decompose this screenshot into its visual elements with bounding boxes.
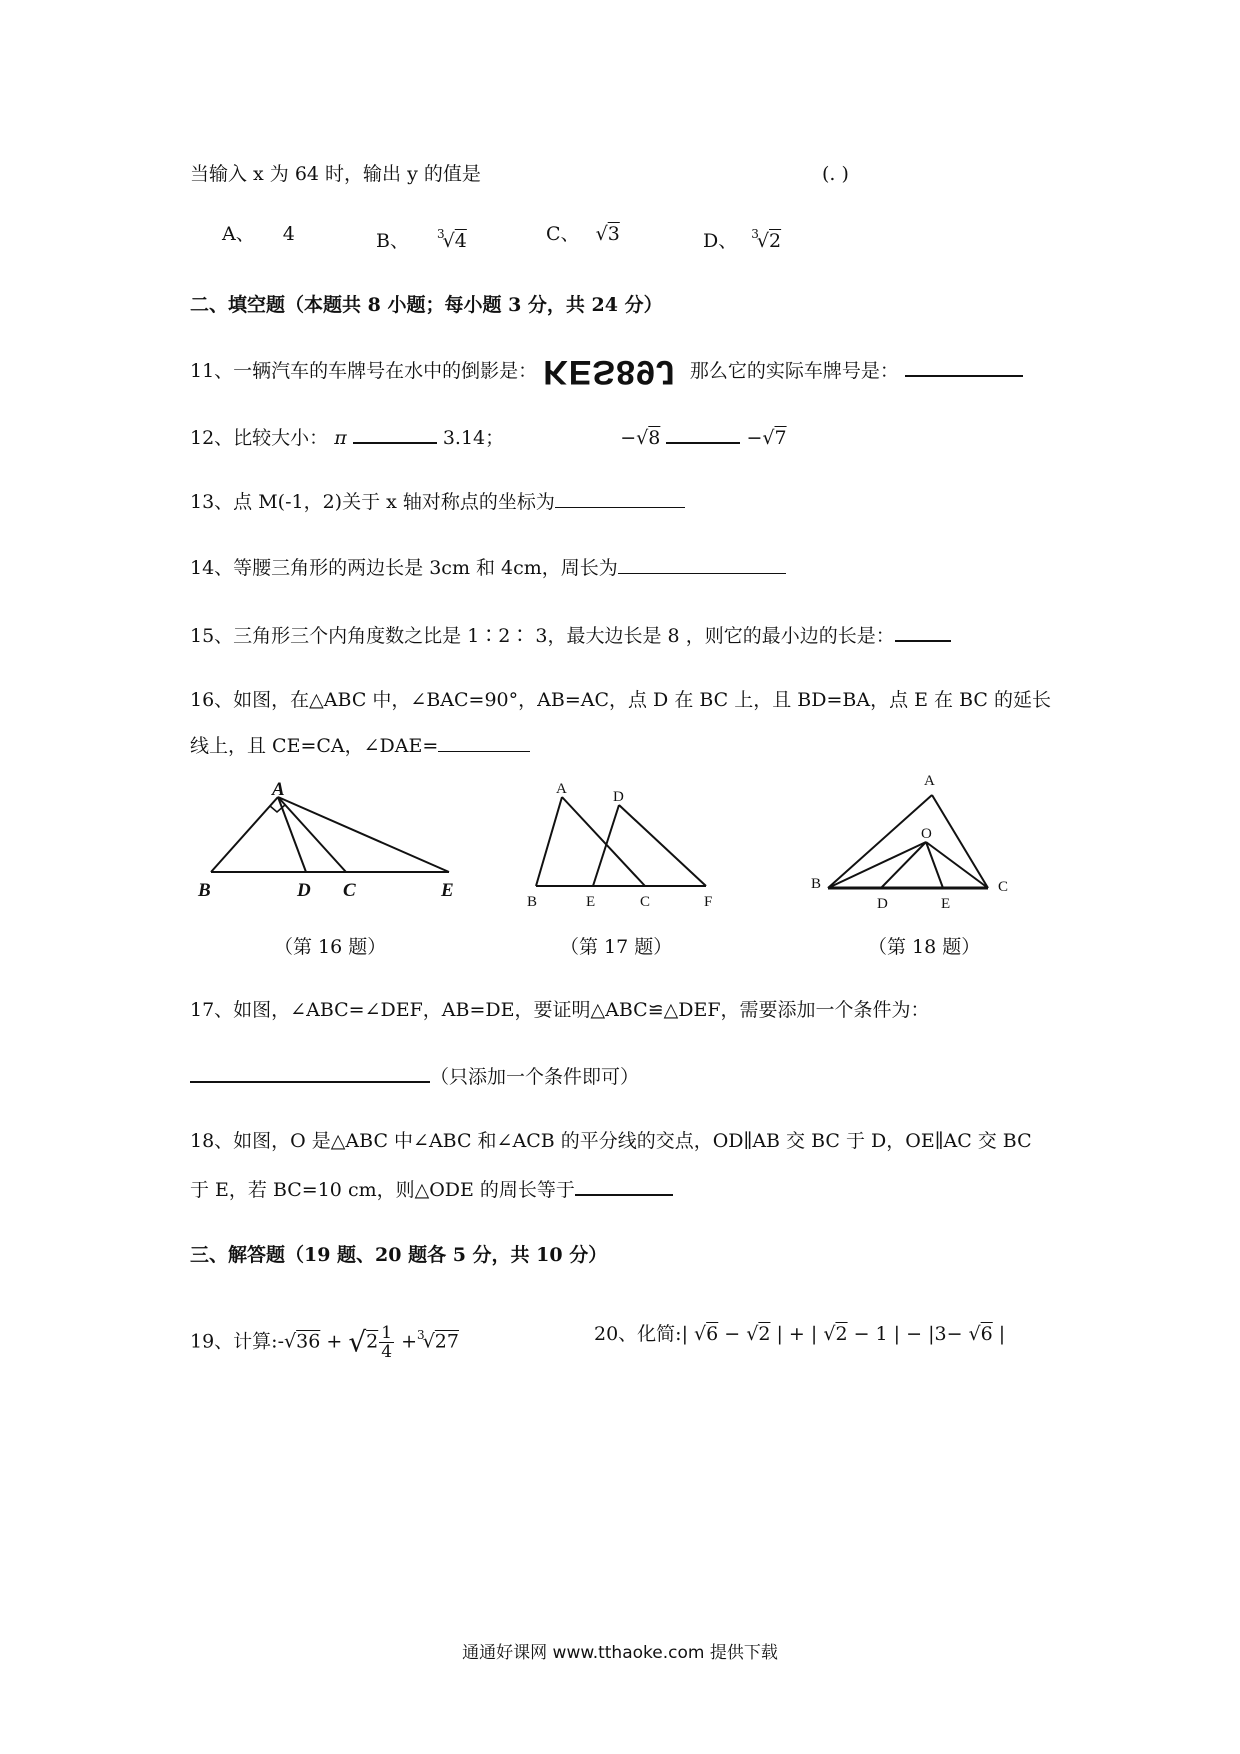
q19-radicand-1: 36 [296, 1330, 321, 1353]
q10-stem-text: 当输入 x 为 64 时，输出 y 的值是 [190, 163, 481, 185]
q12: 12、比较大小： π 3.14； −√8 −√7 [190, 424, 787, 450]
q20-radicand-c: 2 [835, 1323, 848, 1345]
q12-blank-2[interactable] [666, 424, 740, 444]
option-d-radicand: 2 [769, 230, 782, 252]
q13-text: 13、点 M(-1，2)关于 x 轴对称点的坐标为 [190, 491, 555, 513]
fig17-line-AC [562, 797, 645, 886]
q12-minus-right: − [746, 427, 763, 449]
q20-three: 3 [934, 1323, 947, 1345]
option-a-value: 4 [282, 223, 295, 245]
fig17-line-BA [536, 797, 562, 886]
q17-line1: 17、如图，∠ABC=∠DEF，AB=DE，要证明△ABC≌△DEF，需要添加一个条件为： [190, 999, 930, 1021]
fig17-label-E: E [586, 894, 596, 910]
q12-right-radicand: 7 [774, 427, 787, 449]
section2-heading: 二、填空题（本题共 8 小题；每小题 3 分，共 24 分） [190, 294, 663, 316]
fig16-label-C: C [343, 880, 356, 901]
q10-option-d [703, 222, 781, 253]
q16-line2-text: 线上，且 CE=CA，∠DAE= [190, 735, 439, 757]
q12-pi: π [334, 427, 347, 449]
q12-minus-left: − [620, 427, 637, 449]
fig18-label-A: A [924, 773, 935, 789]
option-b-radical: $^3$√4 [437, 227, 467, 252]
figure-16 [211, 797, 449, 872]
fig18-label-B: B [811, 876, 822, 892]
q20: 20、化简:| √6 − √2 | + | √2 − 1 | − |3− √6 | [594, 1323, 1006, 1345]
q19: 19、计算:-√36 + √2 $\frac{1}{4}$ +$^3$√27 [190, 1323, 459, 1362]
fig16-caption: （第 16 题） [274, 936, 387, 958]
option-c-label: C、 [546, 223, 580, 245]
q12-prefix: 12、比较大小： [190, 427, 329, 449]
option-c-radicand: 3 [607, 223, 620, 245]
q19-cube-index: 3 [417, 1327, 425, 1342]
option-b-label: B、 [376, 230, 409, 252]
option-d-index: 3 [751, 227, 759, 241]
q19-denominator: 4 [381, 1342, 393, 1362]
option-b-index: 3 [437, 227, 445, 241]
figures-svg [0, 760, 1240, 960]
q20-one: 1 [875, 1323, 888, 1345]
q13 [190, 489, 685, 514]
q19-numerator: 1 [381, 1323, 393, 1343]
q11-prefix: 11、一辆汽车的车牌号在水中的倒影是： [190, 360, 538, 382]
fig16-line-AE [278, 797, 449, 872]
q14-text: 14、等腰三角形的两边长是 3cm 和 4cm，周长为 [190, 557, 618, 579]
q10-option-b [376, 222, 467, 253]
q12-blank-1[interactable] [353, 424, 437, 444]
q16-answer-blank[interactable] [438, 733, 530, 752]
q18-line1: 18、如图，O 是△ABC 中∠ABC 和∠ACB 的平分线的交点，OD∥AB 交 BC 于 D，OE∥AC 交 BC [190, 1130, 1032, 1152]
option-d-label: D、 [703, 230, 738, 252]
q14-answer-blank[interactable] [618, 555, 786, 574]
fig16-line-BA [211, 797, 278, 872]
q18-answer-blank[interactable] [575, 1176, 673, 1196]
fig16-label-A: A [272, 779, 285, 800]
fig18-label-O: O [921, 826, 932, 842]
figure-17 [536, 797, 706, 886]
q15 [190, 622, 951, 648]
fig17-line-ED [593, 805, 619, 886]
q19-radicand-3: 27 [434, 1330, 459, 1353]
fig18-label-D: D [877, 896, 888, 912]
q20-radicand-b: 2 [758, 1323, 771, 1345]
q11-suffix: 那么它的实际车牌号是： [689, 360, 899, 382]
q11-answer-blank[interactable] [905, 357, 1023, 377]
q20-radicand-d: 6 [980, 1323, 993, 1345]
fig16-label-E: E [441, 880, 454, 901]
fig18-label-C: C [998, 879, 1009, 895]
q11-reflected-plate: KES89J [543, 353, 676, 391]
fig18-line-BA [828, 795, 932, 888]
q19-fraction [379, 1324, 394, 1361]
fig16-label-B: B [198, 880, 211, 901]
q10-stem [190, 162, 481, 186]
q13-answer-blank[interactable] [555, 489, 685, 508]
q16-line2 [190, 733, 530, 758]
q11 [190, 353, 1023, 391]
q12-mid: 3.14； [442, 427, 505, 449]
fig18-line-OD [881, 842, 926, 888]
q15-text: 15、三角形三个内角度数之比是 1∶2∶ 3，最大边长是 8 ，则它的最小边的长是： [190, 625, 895, 647]
q19-radicand-2 [366, 1322, 395, 1361]
q20-prefix: 20、化简: [594, 1323, 682, 1345]
option-b-radicand: 4 [454, 230, 467, 252]
option-d-radical: $^3$√2 [751, 227, 782, 252]
q14 [190, 555, 786, 580]
q16-line1: 16、如图，在△ABC 中，∠BAC=90°，AB=AC，点 D 在 BC 上，且 BD=BA，点 E 在 BC 的延长 [190, 689, 1051, 711]
q19-whole: 2 [366, 1330, 379, 1353]
q20-radicand-a: 6 [706, 1323, 719, 1345]
figure-18 [828, 795, 988, 888]
q18-line2-text: 于 E，若 BC=10 cm，则△ODE 的周长等于 [190, 1179, 575, 1201]
fig17-line-DF [619, 805, 706, 886]
fig18-line-AC [932, 795, 988, 888]
q19-prefix: 19、计算: [190, 1330, 278, 1353]
q10-answer-paren: (. ) [822, 163, 849, 185]
q15-answer-blank[interactable] [895, 622, 951, 642]
footer-credit: 通通好课网 www.tthaoke.com 提供下载 [462, 1643, 778, 1663]
q12-left-radicand: 8 [648, 427, 661, 449]
fig17-label-A: A [556, 781, 567, 797]
q10-option-a [222, 222, 295, 246]
fig16-line-AC [278, 797, 346, 872]
q17-answer-blank[interactable] [190, 1063, 430, 1083]
fig18-caption: （第 18 题） [868, 936, 981, 958]
option-c-radical: √3 [595, 223, 620, 245]
q18-line2 [190, 1176, 673, 1202]
fig18-label-E: E [941, 896, 951, 912]
q17-suffix: （只添加一个条件即可） [430, 1066, 640, 1088]
q17-line2 [190, 1063, 639, 1089]
option-a-label: A、 [222, 223, 255, 245]
fig18-line-BO [828, 842, 926, 888]
fig17-label-C: C [640, 894, 651, 910]
fig16-label-D: D [297, 880, 311, 901]
fig17-caption: （第 17 题） [560, 936, 673, 958]
fig17-label-F: F [704, 894, 713, 910]
fig17-label-D: D [613, 789, 624, 805]
q10-option-c [546, 222, 620, 246]
section3-heading: 三、解答题（19 题、20 题各 5 分，共 10 分） [190, 1244, 608, 1266]
fig17-label-B: B [527, 894, 538, 910]
